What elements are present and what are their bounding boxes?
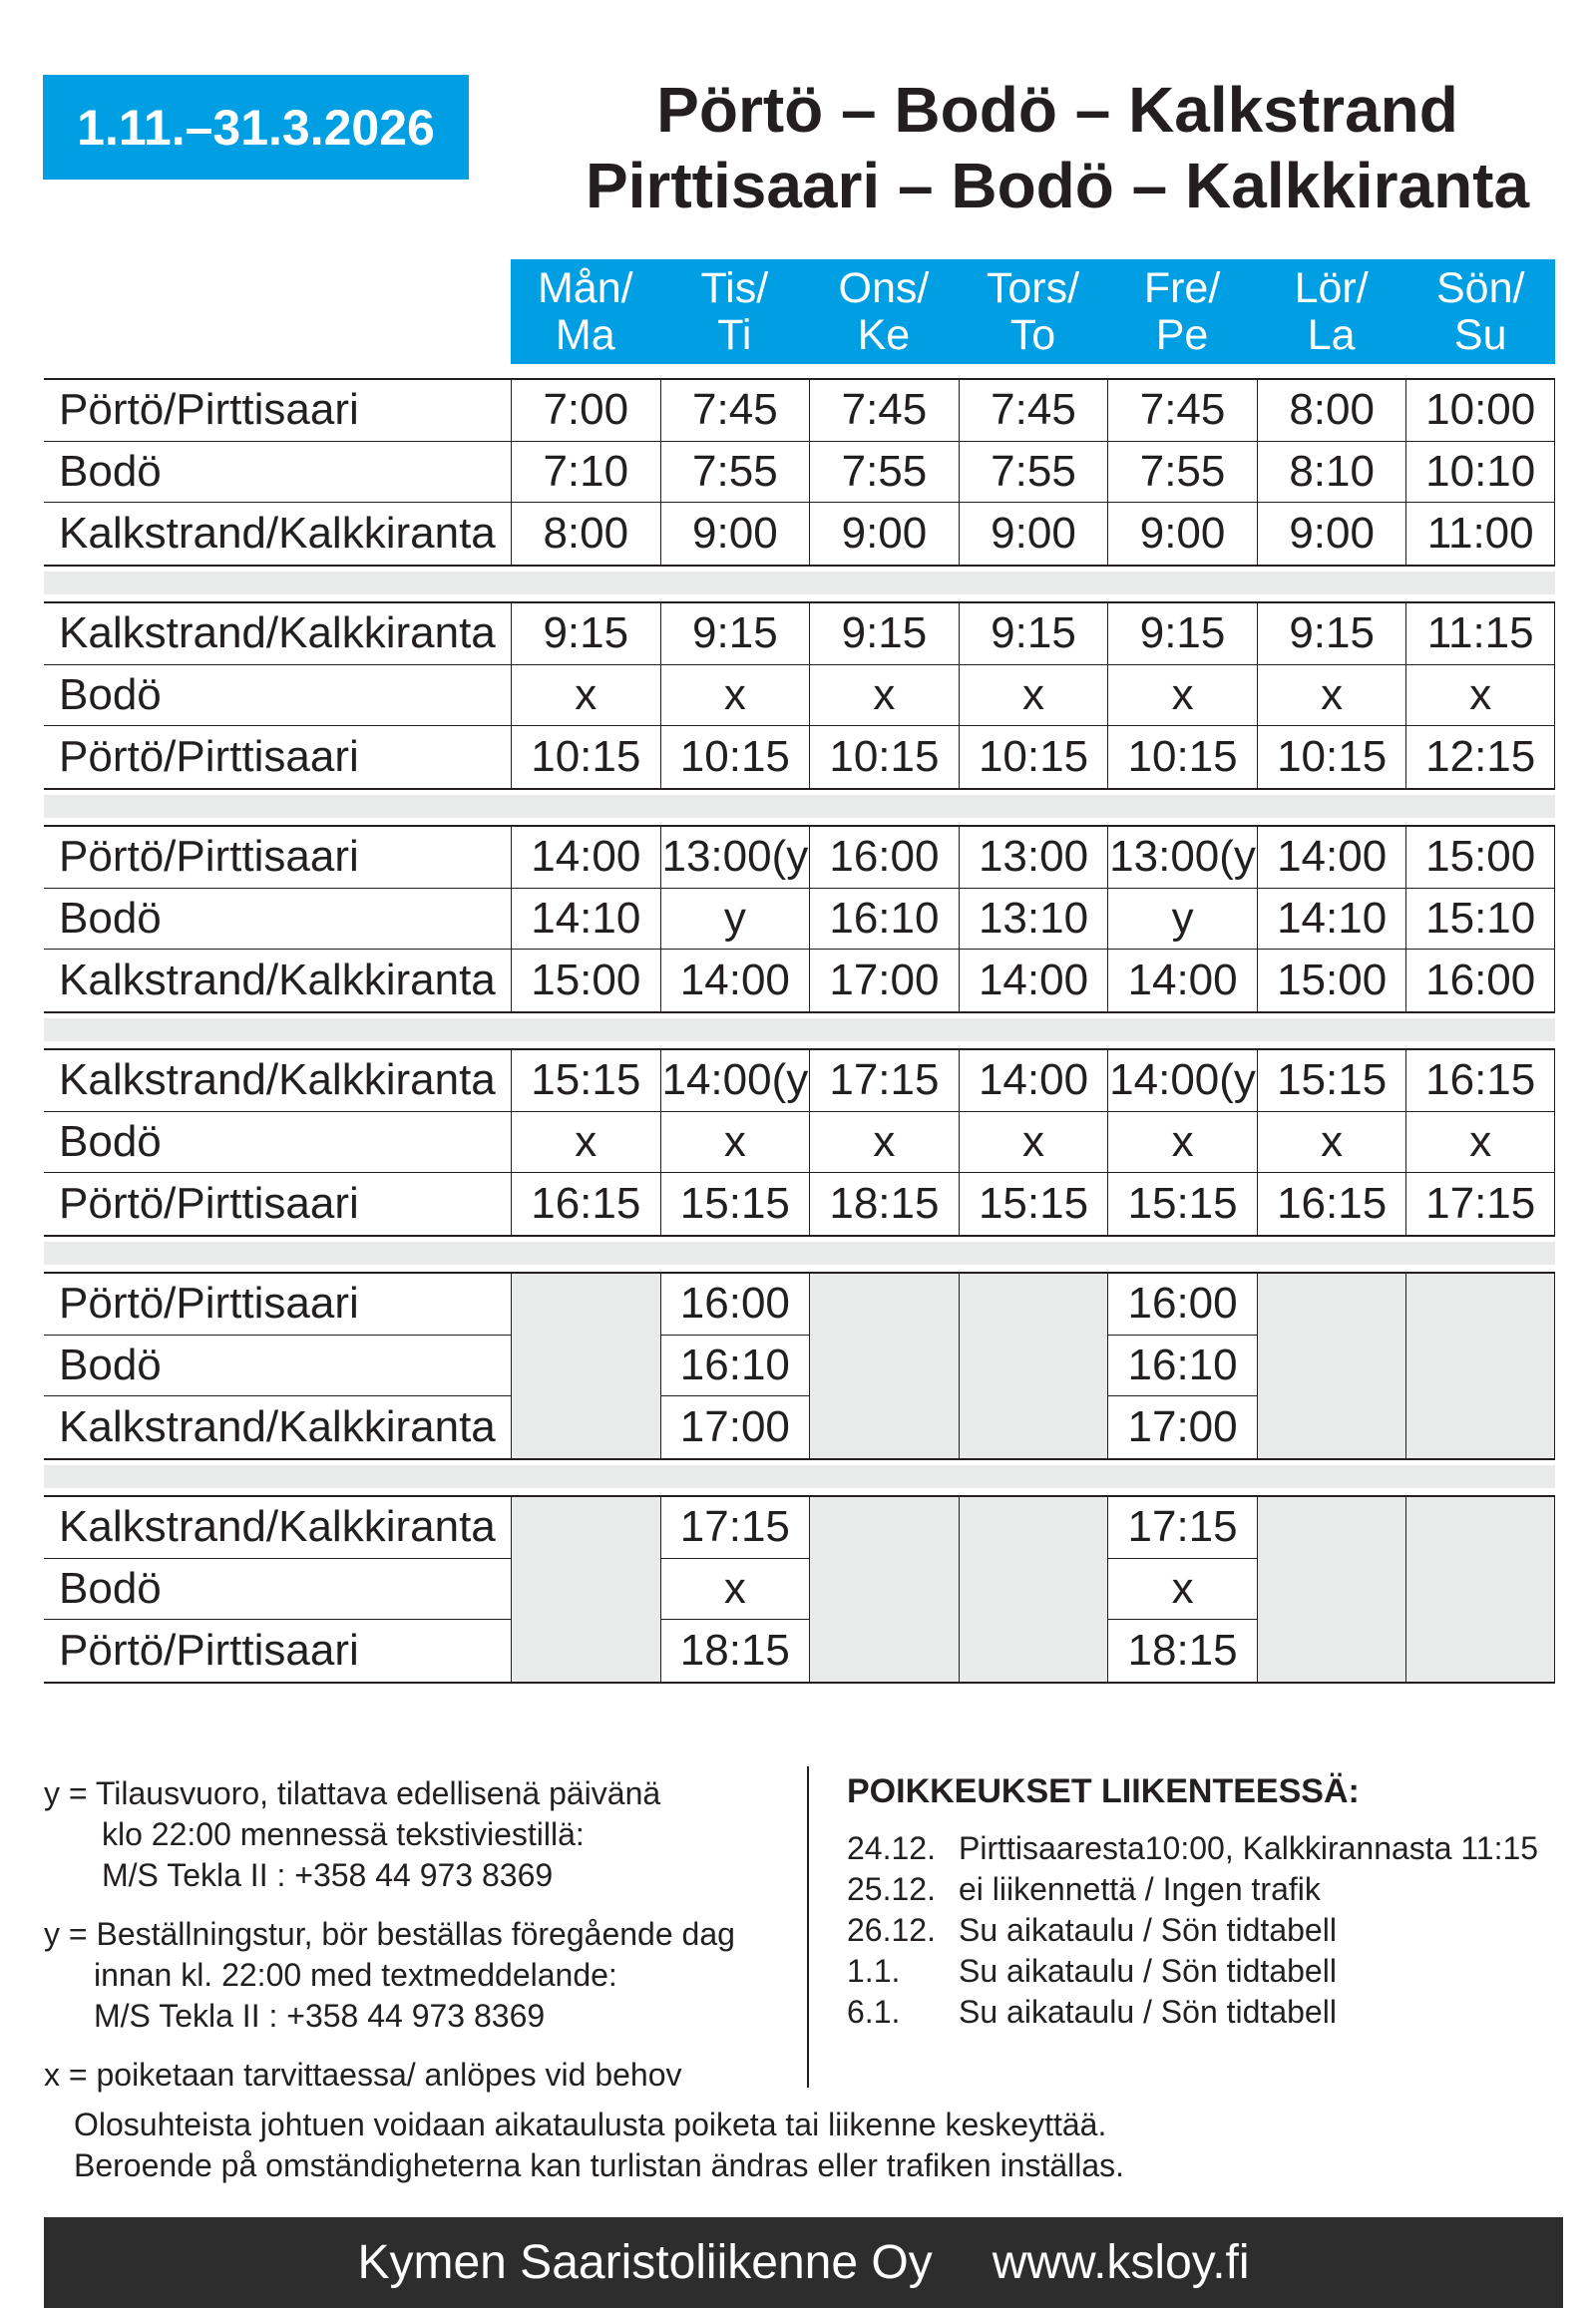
departure-time: 10:00 xyxy=(1405,380,1555,442)
departure-time: x xyxy=(809,1112,959,1174)
exception-text: ei liikennettä / Ingen trafik xyxy=(959,1871,1321,1907)
stop-name: Pörtö/Pirttisaari xyxy=(59,1179,359,1229)
departure-time: 16:10 xyxy=(809,889,959,951)
departure-time: 16:10 xyxy=(660,1336,810,1397)
timetable-block xyxy=(44,1272,1555,1460)
company-name: Kymen Saaristoliikenne Oy xyxy=(357,2236,933,2289)
route-title-finnish: Pirttisaari – Bodö – Kalkkiranta xyxy=(585,150,1530,221)
departure-time: 10:15 xyxy=(660,726,810,788)
departure-time: 7:00 xyxy=(511,380,660,442)
departure-time: 13:10 xyxy=(959,889,1108,951)
departure-time: 16:15 xyxy=(1257,1173,1406,1235)
departure-time: x xyxy=(959,1112,1108,1174)
note-line: M/S Tekla II : +358 44 973 8369 xyxy=(94,1998,546,2034)
block-separator xyxy=(44,1465,1555,1488)
departure-time: 17:00 xyxy=(1107,1396,1257,1458)
stop-name: Pörtö/Pirttisaari xyxy=(44,380,511,442)
stop-name: Bodö xyxy=(44,1559,511,1621)
stop-name: Kalkstrand/Kalkkiranta xyxy=(44,1050,511,1112)
weekday-header-cell xyxy=(1257,259,1406,364)
exception-item xyxy=(847,1828,1538,1869)
departure-time: 13:00(y xyxy=(1107,827,1257,889)
departure-time: 15:00 xyxy=(1405,827,1555,889)
weekday-sv: Mån/ xyxy=(537,263,633,312)
departure-time: 9:15 xyxy=(1107,603,1257,665)
stop-name: Kalkstrand/Kalkkiranta xyxy=(59,1402,496,1452)
departure-time: 9:00 xyxy=(1257,503,1406,565)
stop-name: Kalkstrand/Kalkkiranta xyxy=(44,603,511,665)
departure-time: 16:00 xyxy=(660,1274,810,1336)
block-separator xyxy=(44,795,1555,818)
departure-time: 9:15 xyxy=(511,603,660,665)
weekday-header-cell xyxy=(1405,259,1555,364)
stop-name: Bodö xyxy=(44,889,511,951)
weekday-fi: Pe xyxy=(1155,310,1209,359)
exception-text: Su aikataulu / Sön tidtabell xyxy=(959,1912,1337,1948)
timetable-block xyxy=(44,825,1555,1013)
weekday-header-cell xyxy=(959,259,1108,364)
block-separator xyxy=(44,1018,1555,1041)
no-departure-cell xyxy=(959,1274,1108,1458)
weekday-fi: Su xyxy=(1453,310,1507,359)
departure-time: 7:45 xyxy=(959,380,1108,442)
weekday-sv: Ons/ xyxy=(838,263,930,312)
departure-time: 15:15 xyxy=(511,1050,660,1112)
departure-time: 15:00 xyxy=(1257,950,1406,1011)
departure-time: y xyxy=(660,889,810,951)
departure-time: 7:55 xyxy=(1107,442,1257,504)
departure-time: x xyxy=(1405,1112,1555,1174)
departure-time: 14:10 xyxy=(1257,889,1406,951)
departure-time: x xyxy=(660,1112,810,1174)
exception-item xyxy=(847,1869,1538,1910)
departure-time: 14:00 xyxy=(660,950,810,1011)
departure-time: 9:15 xyxy=(809,603,959,665)
stop-name: Bodö xyxy=(44,442,511,504)
departure-time: 15:15 xyxy=(1107,1173,1257,1235)
departure-time: x xyxy=(959,665,1108,727)
weekday-header xyxy=(511,259,1555,364)
weekday-header-cell xyxy=(660,259,810,364)
departure-time: 13:00 xyxy=(959,827,1108,889)
departure-time: 10:15 xyxy=(959,726,1108,788)
weekday-header-cell xyxy=(1107,259,1257,364)
stop-name: Pörtö/Pirttisaari xyxy=(44,1274,511,1336)
departure-time: 18:15 xyxy=(660,1620,810,1682)
weekday-fi: To xyxy=(1009,310,1056,359)
weekday-sv: Tors/ xyxy=(986,263,1080,312)
exception-text: Su aikataulu / Sön tidtabell xyxy=(959,1994,1337,2030)
weekday-header-cell xyxy=(809,259,959,364)
no-departure-cell xyxy=(809,1497,959,1682)
departure-time: x xyxy=(660,1559,810,1621)
departure-time: x xyxy=(511,665,660,727)
stop-name: Pörtö/Pirttisaari xyxy=(44,827,511,889)
exceptions-section xyxy=(847,1771,1538,2033)
departure-time: 7:55 xyxy=(660,442,810,504)
departure-time: 16:15 xyxy=(511,1173,660,1235)
departure-time: 17:15 xyxy=(809,1050,959,1112)
departure-time: 13:00(y xyxy=(660,827,810,889)
exceptions-heading: POIKKEUKSET LIIKENTEESSÄ: xyxy=(847,1772,1360,1810)
no-departure-cell xyxy=(1405,1274,1555,1458)
departure-time: 10:15 xyxy=(1107,726,1257,788)
departure-time: x xyxy=(1107,665,1257,727)
timetable-block xyxy=(44,378,1555,567)
departure-time: 18:15 xyxy=(809,1173,959,1235)
block-separator xyxy=(44,572,1555,594)
exception-date: 24.12. xyxy=(847,1830,936,1866)
weekday-fi: Ma xyxy=(555,310,615,359)
departure-time: 7:45 xyxy=(1107,380,1257,442)
note-y-swedish xyxy=(44,1914,792,2037)
block-separator xyxy=(44,1242,1555,1265)
departure-time: 7:10 xyxy=(511,442,660,504)
note-line: y = Beställningstur, bör beställas föregående dag xyxy=(44,1916,735,1952)
departure-time: 14:00(y xyxy=(1107,1050,1257,1112)
weekday-fi: Ti xyxy=(717,310,752,359)
weekday-fi: La xyxy=(1307,310,1356,359)
note-y-finnish xyxy=(44,1773,792,1896)
weekday-sv: Lör/ xyxy=(1294,263,1369,312)
departure-time: 14:00(y xyxy=(660,1050,810,1112)
note-line: y = Tilausvuoro, tilattava edellisenä päivänä xyxy=(44,1775,661,1811)
departure-time: 14:00 xyxy=(1257,827,1406,889)
stop-name: Kalkstrand/Kalkkiranta xyxy=(44,1497,511,1559)
departure-time: 14:00 xyxy=(959,950,1108,1011)
departure-time: 16:10 xyxy=(1107,1336,1257,1397)
departure-time: 15:15 xyxy=(1257,1050,1406,1112)
exception-date: 26.12. xyxy=(847,1912,936,1948)
departure-time: 11:15 xyxy=(1405,603,1555,665)
departure-time: 17:00 xyxy=(809,950,959,1011)
validity-period-badge: 1.11.–31.3.2026 xyxy=(43,75,469,180)
departure-time: 9:00 xyxy=(1107,503,1257,565)
departure-time: 8:10 xyxy=(1257,442,1406,504)
exception-date: 1.1. xyxy=(847,1953,901,1989)
footer-bar xyxy=(44,2217,1563,2308)
departure-time: 14:00 xyxy=(1107,950,1257,1011)
departure-time: 8:00 xyxy=(1257,380,1406,442)
departure-time: 15:10 xyxy=(1405,889,1555,951)
weekday-sv: Fre/ xyxy=(1143,263,1221,312)
departure-time: 9:00 xyxy=(959,503,1108,565)
departure-time: 16:00 xyxy=(809,827,959,889)
stop-name: Bodö xyxy=(44,1112,511,1174)
timetable-block xyxy=(44,1048,1555,1237)
stop-name: Kalkstrand/Kalkkiranta xyxy=(59,509,496,559)
departure-time: 10:10 xyxy=(1405,442,1555,504)
divider xyxy=(807,1766,809,2088)
no-departure-cell xyxy=(1405,1497,1555,1682)
departure-time: y xyxy=(1107,889,1257,951)
no-departure-cell xyxy=(959,1497,1108,1682)
departure-time: 8:00 xyxy=(511,503,660,565)
departure-time: 10:15 xyxy=(511,726,660,788)
exception-date: 6.1. xyxy=(847,1994,901,2030)
legend-notes xyxy=(44,1773,792,2114)
departure-time: 7:55 xyxy=(809,442,959,504)
stop-name: Bodö xyxy=(44,665,511,727)
departure-time: 17:00 xyxy=(660,1396,810,1458)
departure-time: 10:15 xyxy=(1257,726,1406,788)
weekday-sv: Sön/ xyxy=(1435,263,1525,312)
departure-time: 10:15 xyxy=(809,726,959,788)
exception-text: Pirttisaaresta10:00, Kalkkirannasta 11:15 xyxy=(959,1830,1539,1866)
weekday-header-cell xyxy=(511,259,660,364)
departure-time: 14:10 xyxy=(511,889,660,951)
departure-time: x xyxy=(1107,1112,1257,1174)
departure-time: 9:15 xyxy=(660,603,810,665)
no-departure-cell xyxy=(511,1274,660,1458)
departure-time: 16:15 xyxy=(1405,1050,1555,1112)
departure-time: 18:15 xyxy=(1107,1620,1257,1682)
route-title-swedish: Pörtö – Bodö – Kalkstrand xyxy=(656,74,1458,146)
departure-time: 17:15 xyxy=(660,1497,810,1559)
disclaimer xyxy=(74,2105,1124,2186)
stop-name: Bodö xyxy=(44,1336,511,1397)
departure-time: 15:15 xyxy=(959,1173,1108,1235)
departure-time: x xyxy=(1405,665,1555,727)
note-x: x = poiketaan tarvittaessa/ anlöpes vid behov xyxy=(44,2057,682,2093)
departure-time: 15:15 xyxy=(660,1173,810,1235)
note-line: innan kl. 22:00 med textmeddelande: xyxy=(94,1957,617,1993)
note-line: M/S Tekla II : +358 44 973 8369 xyxy=(102,1857,554,1893)
departure-time: x xyxy=(1257,1112,1406,1174)
departure-time: 9:00 xyxy=(809,503,959,565)
departure-time: x xyxy=(809,665,959,727)
exception-date: 25.12. xyxy=(847,1871,936,1907)
departure-time: x xyxy=(1107,1559,1257,1621)
timetable-block xyxy=(44,1495,1555,1684)
no-departure-cell xyxy=(1257,1274,1406,1458)
departure-time: 7:45 xyxy=(809,380,959,442)
exception-item xyxy=(847,1992,1538,2033)
website-link[interactable]: www.ksloy.fi xyxy=(992,2236,1250,2289)
departure-time: 9:00 xyxy=(660,503,810,565)
departure-time: 7:55 xyxy=(959,442,1108,504)
departure-time: 16:00 xyxy=(1405,950,1555,1011)
stop-name: Pörtö/Pirttisaari xyxy=(59,732,359,782)
stop-name: Kalkstrand/Kalkkiranta xyxy=(59,956,496,1005)
departure-time: 9:15 xyxy=(1257,603,1406,665)
departure-time: 7:45 xyxy=(660,380,810,442)
departure-time: 15:00 xyxy=(511,950,660,1011)
weekday-sv: Tis/ xyxy=(700,263,769,312)
exception-item xyxy=(847,1910,1538,1951)
exception-text: Su aikataulu / Sön tidtabell xyxy=(959,1953,1337,1989)
departure-time: 14:00 xyxy=(959,1050,1108,1112)
note-line: klo 22:00 mennessä tekstiviestillä: xyxy=(102,1816,585,1852)
departure-time: 9:15 xyxy=(959,603,1108,665)
departure-time: 17:15 xyxy=(1107,1497,1257,1559)
departure-time: 16:00 xyxy=(1107,1274,1257,1336)
departure-time: x xyxy=(660,665,810,727)
departure-time: 11:00 xyxy=(1405,503,1555,565)
no-departure-cell xyxy=(511,1497,660,1682)
stop-name: Pörtö/Pirttisaari xyxy=(59,1626,359,1676)
timetable-block xyxy=(44,601,1555,790)
departure-time: x xyxy=(1257,665,1406,727)
no-departure-cell xyxy=(809,1274,959,1458)
departure-time: 14:00 xyxy=(511,827,660,889)
departure-time: 12:15 xyxy=(1405,726,1555,788)
weekday-fi: Ke xyxy=(857,310,911,359)
disclaimer-swedish: Beroende på omständigheterna kan turlistan ändras eller trafiken inställas. xyxy=(74,2147,1125,2183)
disclaimer-finnish: Olosuhteista johtuen voidaan aikataulusta poiketa tai liikenne keskeyttää. xyxy=(74,2107,1107,2142)
departure-time: 17:15 xyxy=(1405,1173,1555,1235)
no-departure-cell xyxy=(1257,1497,1406,1682)
exception-item xyxy=(847,1951,1538,1992)
departure-time: x xyxy=(511,1112,660,1174)
